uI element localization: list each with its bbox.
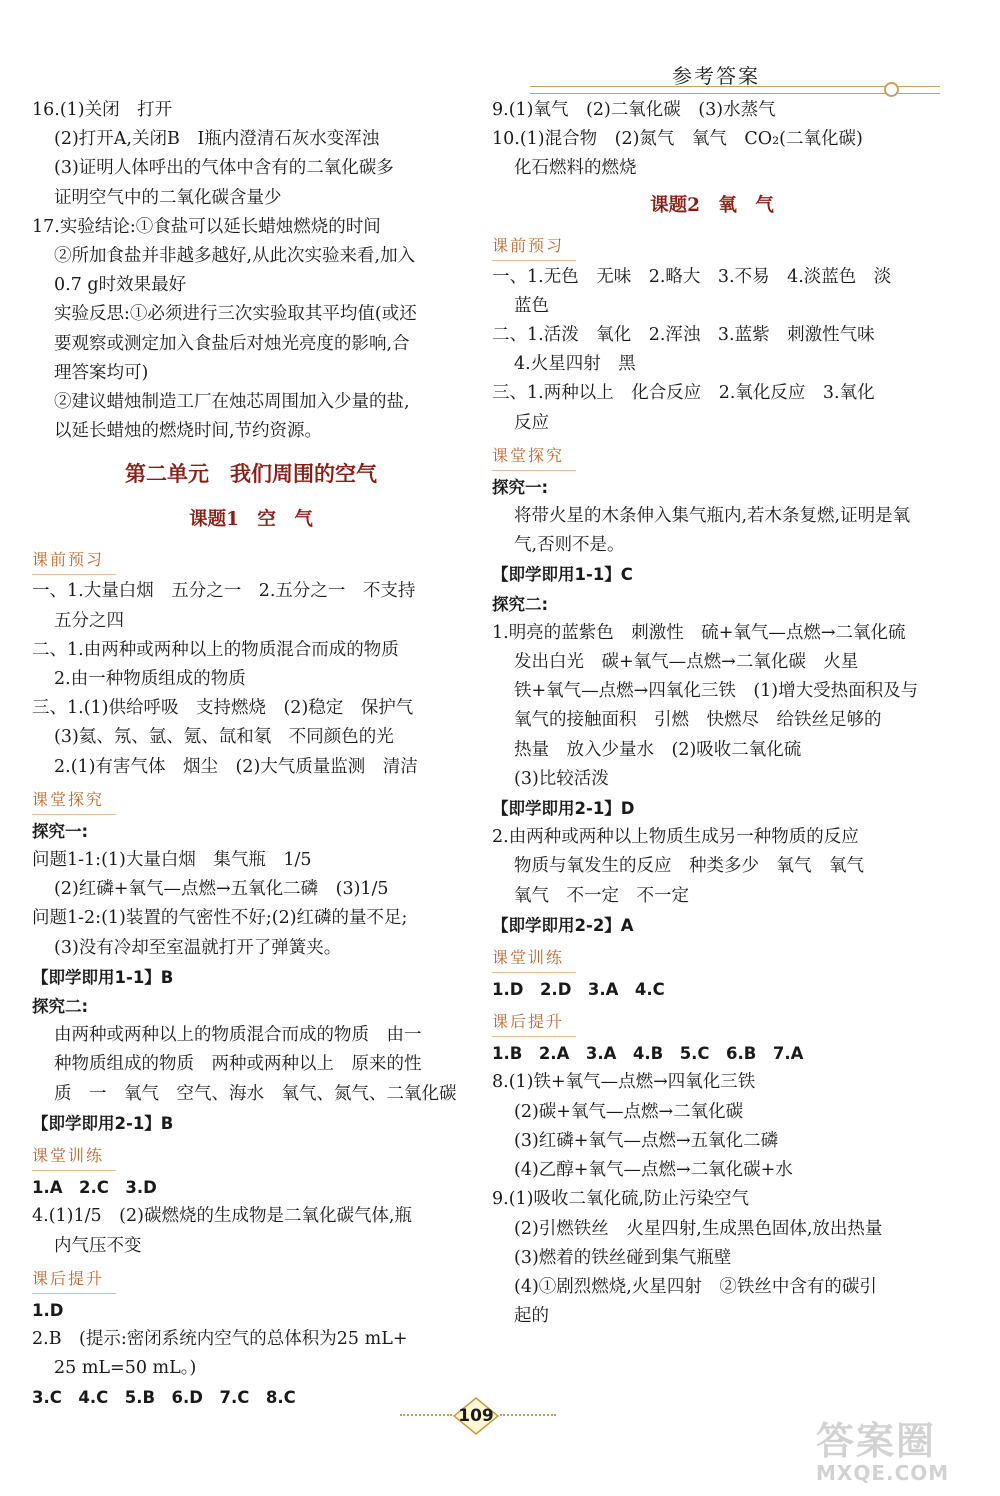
answer-line: (3)比较活泼 [514, 768, 609, 789]
section-label: 课堂训练 [492, 944, 576, 973]
page-number: 109 [458, 1406, 494, 1426]
answer-line: 蓝色 [514, 295, 549, 316]
header-ornament [884, 82, 899, 97]
answer-line-bold: 1.B 2.A 3.A 4.B 5.C 6.B 7.A [492, 1044, 804, 1064]
answer-line: 10.(1)混合物 (2)氮气 氧气 CO₂(二氧化碳) [492, 129, 863, 150]
answer-line: 问题1-2:(1)装置的气密性不好;(2)红磷的量不足; [32, 908, 408, 929]
watermark-url: MXQE.COM [816, 1461, 950, 1485]
watermark [816, 1420, 992, 1486]
answer-line: (4)①剧烈燃烧,火星四射 ②铁丝中含有的碳引 [514, 1276, 877, 1297]
section-label: 课前预习 [492, 232, 576, 261]
answer-line: 4.(1)1/5 (2)碳燃烧的生成物是二氧化碳气体,瓶 [32, 1206, 412, 1227]
answer-line: (2)引燃铁丝 火星四射,生成黑色固体,放出热量 [514, 1218, 883, 1239]
answer-line: 9.(1)吸收二氧化硫,防止污染空气 [492, 1189, 750, 1210]
answer-line: (3)氦、氖、氩、氪、氙和氡 不同颜色的光 [54, 727, 394, 748]
answer-line: ②所加食盐并非越多越好,从此次实验来看,加入 [54, 246, 416, 267]
answer-line: ②建议蜡烛制造工厂在烛芯周围加入少量的盐, [54, 392, 410, 413]
answer-line-bold: 1.D 2.D 3.A 4.C [492, 980, 665, 1000]
answer-line: 二、1.活泼 氧化 2.浑浊 3.蓝紫 刺激性气味 [492, 325, 875, 346]
answer-line-bold: 1.D [32, 1300, 64, 1320]
answer-line: 理答案均可) [54, 362, 149, 383]
answer-line: 种物质组成的物质 两种或两种以上 原来的性 [54, 1054, 422, 1075]
answer-line: (2)红磷+氧气—点燃→五氧化二磷 (3)1/5 [54, 879, 389, 900]
answer-line: 一、1.无色 无味 2.略大 3.不易 4.淡蓝色 淡 [492, 266, 892, 287]
answer-line: 问题1-1:(1)大量白烟 集气瓶 1/5 [32, 850, 312, 871]
answer-line: 氧气 不一定 不一定 [514, 885, 689, 906]
answer-line: (2)碳+氧气—点燃→二氧化碳 [514, 1101, 744, 1122]
answer-line: 物质与氧发生的反应 种类多少 氧气 氧气 [514, 856, 864, 877]
watermark-logo-text: 答案圈 [816, 1419, 937, 1463]
answer-line: 8.(1)铁+氧气—点燃→四氧化三铁 [492, 1072, 756, 1093]
section-label: 课堂探究 [492, 442, 576, 471]
unit-title: 第二单元 我们周围的空气 [125, 462, 377, 487]
answer-line: 化石燃料的燃烧 [514, 158, 637, 179]
section-label: 课后提升 [32, 1265, 116, 1294]
answer-line: 0.7 g时效果最好 [54, 275, 187, 296]
answer-line: 以延长蜡烛的燃烧时间,节约资源。 [54, 421, 323, 442]
footer-dots-left [400, 1414, 452, 1416]
answer-line: 内气压不变 [54, 1235, 142, 1256]
answer-line: 二、1.由两种或两种以上的物质混合而成的物质 [32, 639, 399, 660]
section-label: 课后提升 [492, 1008, 576, 1037]
answer-line: 一、1.大量白烟 五分之一 2.五分之一 不支持 [32, 581, 416, 602]
answer-line: (3)红磷+氧气—点燃→五氧化二磷 [514, 1130, 779, 1151]
answer-line: (4)乙醇+氧气—点燃→二氧化碳+水 [514, 1160, 793, 1181]
answer-line: 2.由两种或两种以上物质生成另一种物质的反应 [492, 827, 859, 848]
answer-line: 2.由一种物质组成的物质 [54, 669, 246, 690]
answer-line: 气,否则不是。 [514, 535, 625, 556]
right-column [492, 96, 932, 1331]
answer-line: 三、1.两种以上 化合反应 2.氧化反应 3.氧化 [492, 383, 875, 404]
answer-line: 证明空气中的二氧化碳含量少 [54, 187, 282, 208]
topic-title: 课题2 氧 气 [650, 194, 774, 216]
topic-title: 课题1 空 气 [189, 509, 313, 531]
section-label: 课堂训练 [32, 1142, 116, 1171]
answer-line: 17.实验结论:①食盐可以延长蜡烛燃烧的时间 [32, 216, 381, 237]
answer-line-bold: 探究一: [492, 477, 549, 497]
answer-line-bold: 【即学即用2-2】A [492, 915, 634, 935]
section-label: 课前预习 [32, 546, 116, 575]
answer-line-bold: 【即学即用2-1】D [492, 799, 635, 819]
answer-line: (3)没有冷却至室温就打开了弹簧夹。 [54, 937, 342, 958]
answer-line: (3)燃着的铁丝碰到集气瓶壁 [514, 1247, 732, 1268]
answer-line-bold: 探究二: [32, 997, 89, 1017]
answer-line: 热量 放入少量水 (2)吸收二氧化硫 [514, 739, 802, 760]
answer-line: 五分之四 [54, 610, 124, 631]
answer-line: 实验反思:①必须进行三次实验取其平均值(或还 [54, 304, 417, 325]
answer-line: (2)打开A,关闭B Ⅰ瓶内澄清石灰水变浑浊 [54, 129, 380, 150]
answer-line: (3)证明人体呼出的气体中含有的二氧化碳多 [54, 158, 394, 179]
header-title: 参考答案 [672, 64, 760, 88]
answer-line: 2.B (提示:密闭系统内空气的总体积为25 mL+ [32, 1328, 408, 1349]
answer-line: 4.火星四射 黑 [514, 354, 636, 375]
header-rule [530, 86, 940, 94]
answer-line: 起的 [514, 1306, 549, 1327]
answer-line: 反应 [514, 412, 549, 433]
answer-line: 质 一 氧气 空气、海水 氧气、氮气、二氧化碳 [54, 1083, 457, 1104]
answer-line-bold: 3.C 4.C 5.B 6.D 7.C 8.C [32, 1388, 296, 1408]
answer-line-bold: 探究一: [32, 821, 89, 841]
answer-line: 2.(1)有害气体 烟尘 (2)大气质量监测 清洁 [54, 756, 418, 777]
answer-line: 氧气的接触面积 引燃 快燃尽 给铁丝足够的 [514, 710, 882, 731]
answer-line: 要观察或测定加入食盐后对烛光亮度的影响,合 [54, 333, 410, 354]
section-label: 课堂探究 [32, 786, 116, 815]
left-column [32, 96, 470, 1413]
answer-line: 1.明亮的蓝紫色 刺激性 硫+氧气—点燃→二氧化硫 [492, 622, 906, 643]
answer-line: 三、1.(1)供给呼吸 支持燃烧 (2)稳定 保护气 [32, 698, 414, 719]
answer-line-bold: 【即学即用2-1】B [32, 1113, 174, 1133]
answer-line: 25 mL=50 mL。) [54, 1358, 197, 1379]
answer-line-bold: 1.A 2.C 3.D [32, 1178, 157, 1198]
footer-dots-right [500, 1414, 556, 1416]
answer-line: 铁+氧气—点燃→四氧化三铁 (1)增大受热面积及与 [514, 681, 919, 702]
answer-line: 将带火星的木条伸入集气瓶内,若木条复燃,证明是氧 [514, 506, 911, 527]
answer-line-bold: 【即学即用1-1】B [32, 967, 174, 987]
answer-line: 16.(1)关闭 打开 [32, 100, 173, 120]
answer-line: 发出白光 碳+氧气—点燃→二氧化碳 火星 [514, 652, 859, 673]
answer-line-bold: 探究二: [492, 594, 549, 614]
answer-line-bold: 【即学即用1-1】C [492, 565, 633, 585]
answer-line: 9.(1)氧气 (2)二氧化碳 (3)水蒸气 [492, 100, 776, 120]
answer-line: 由两种或两种以上的物质混合而成的物质 由一 [54, 1025, 422, 1046]
